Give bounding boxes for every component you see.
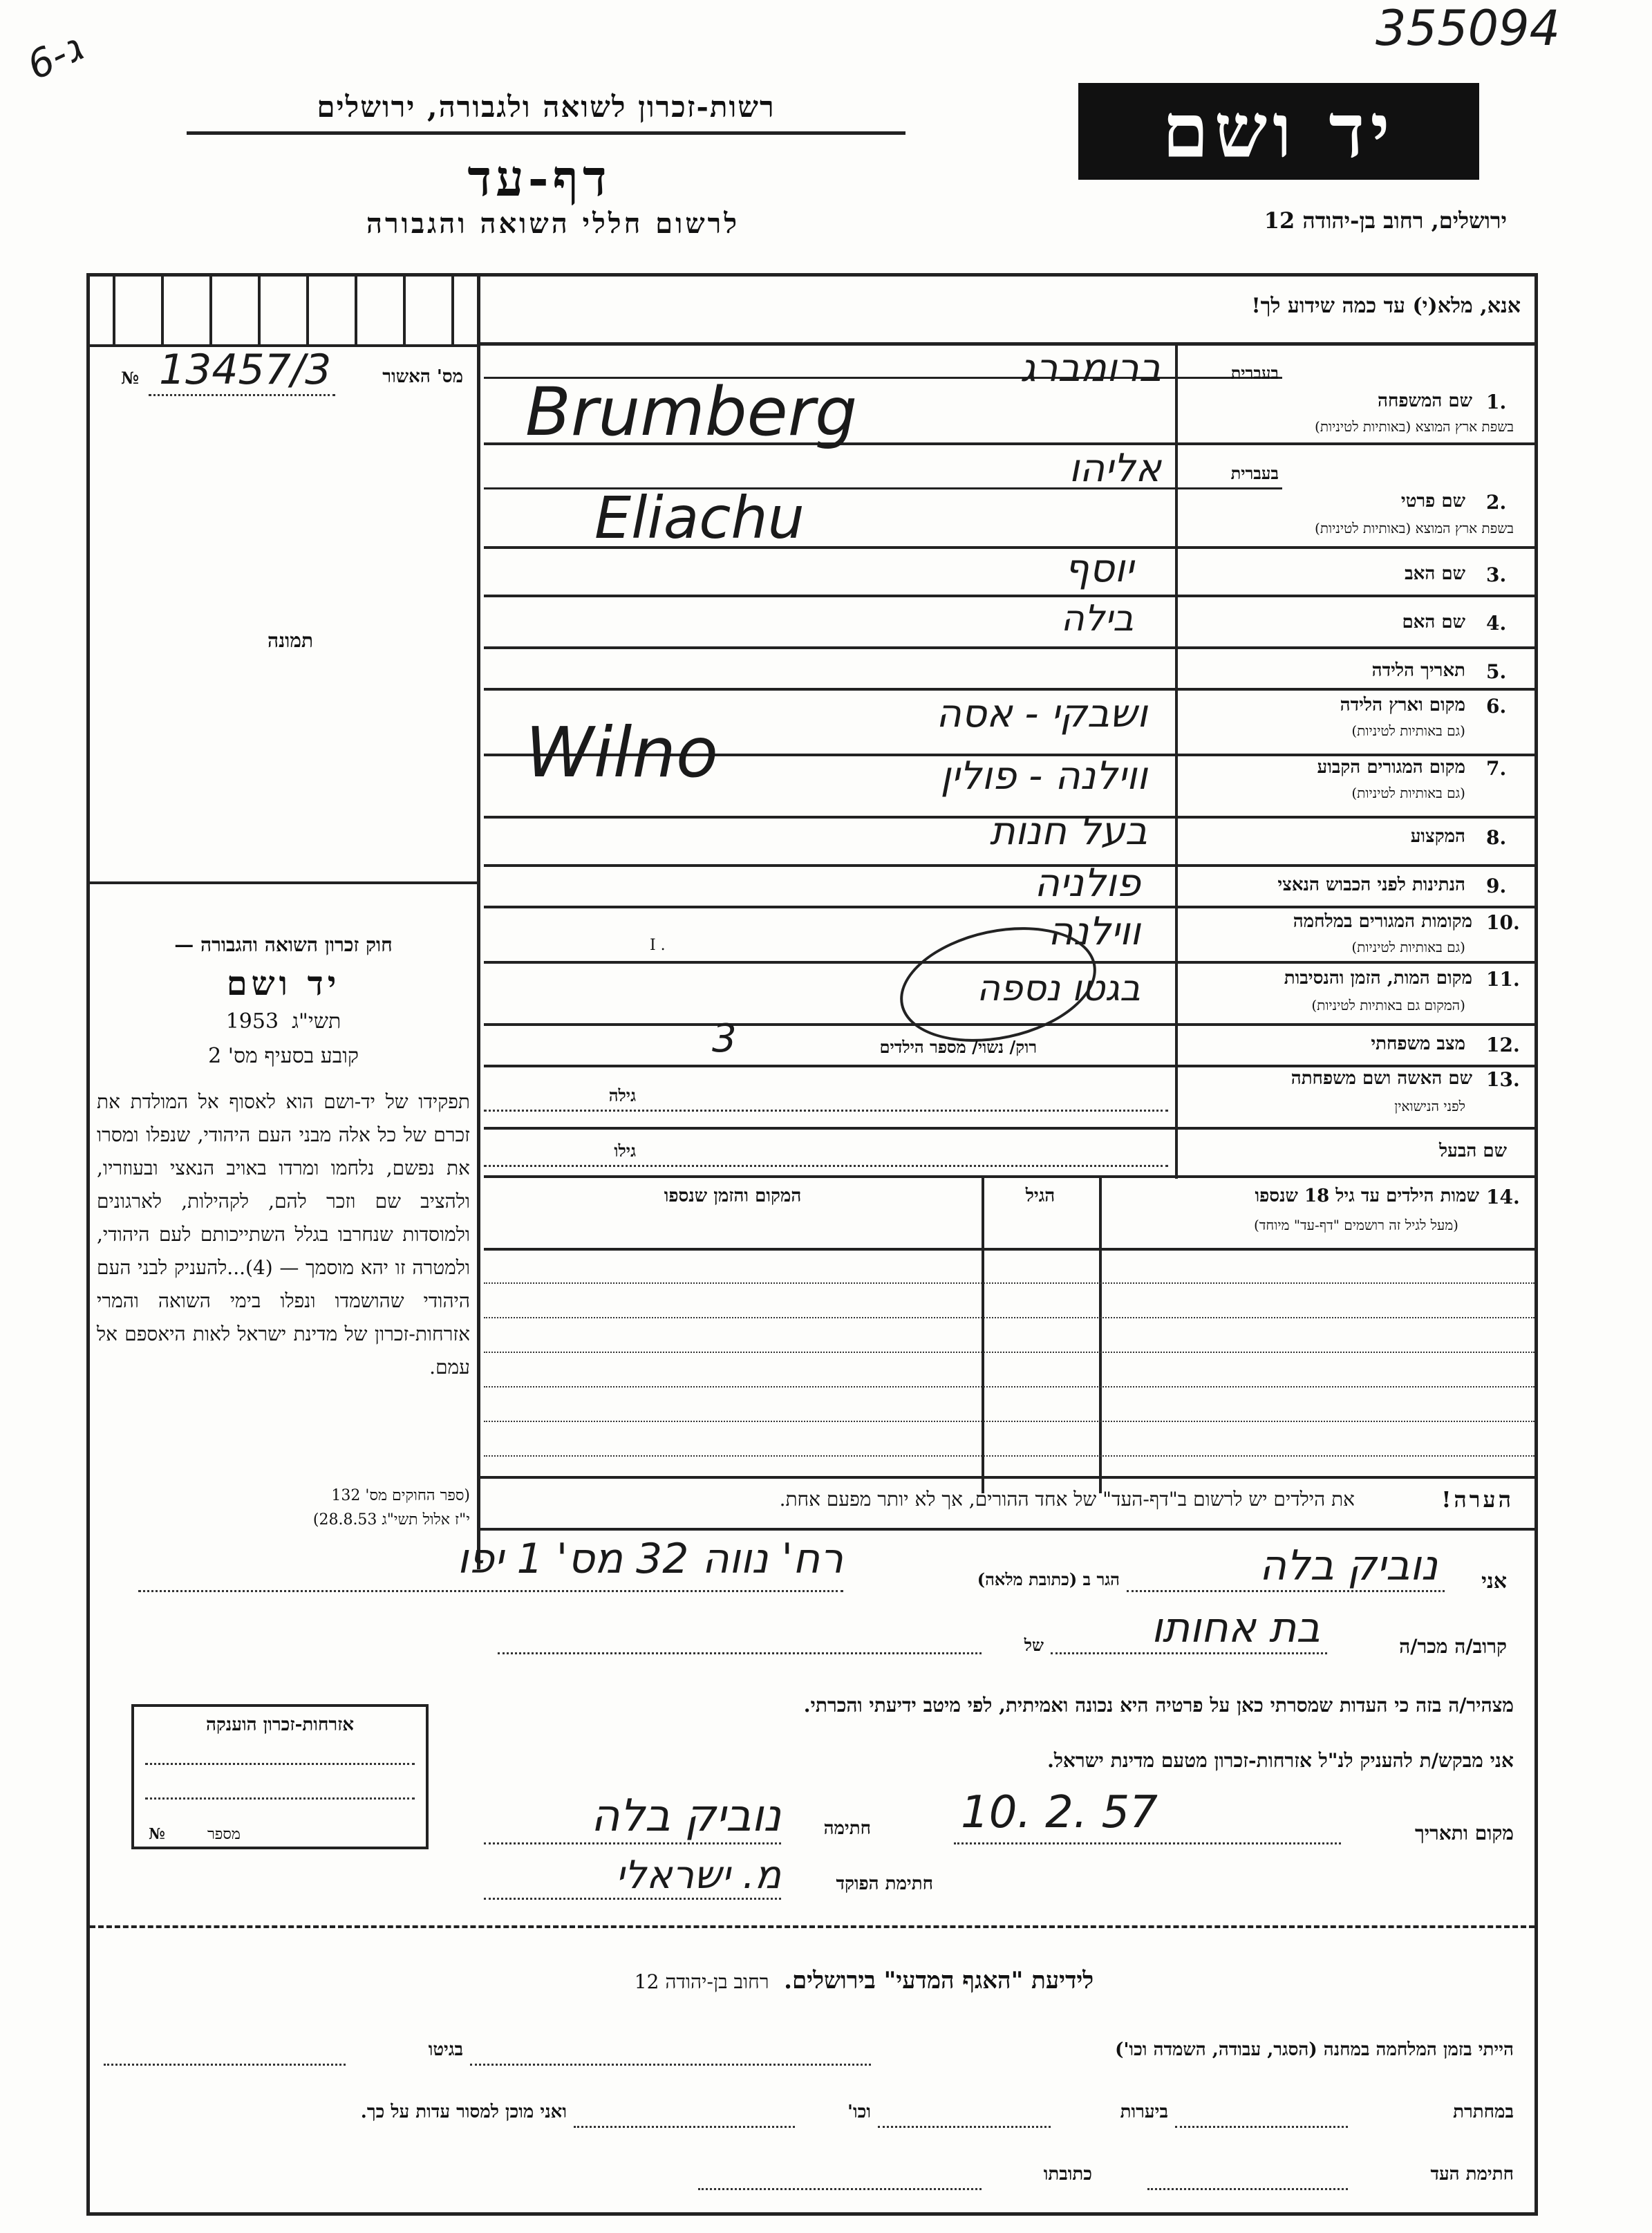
org-line: רשות-זכרון לשואה ולגבורה, ירושלים <box>317 90 776 124</box>
field-10-sub: (גם באותיות לטיניות) <box>1351 939 1465 955</box>
field-7-hebrew-value: ווילנה - פולין <box>940 754 1147 798</box>
field-5-label: תאריך הלידה <box>1371 660 1465 681</box>
form-title: דף-עד <box>467 149 611 207</box>
logo: יד ושם <box>1078 83 1479 180</box>
field-11-sub: (המקום גם באותיות לטיניות) <box>1311 997 1465 1013</box>
footer-line2-c: וכו' <box>847 2102 871 2122</box>
law-name: יד ושם <box>226 964 341 1003</box>
footer-line2-a: במחתרת <box>1453 2102 1514 2122</box>
officer-value: מ. ישראלי <box>615 1853 781 1898</box>
field-10-value: ווילנה <box>1048 909 1141 954</box>
field-5-number: 5. <box>1486 660 1507 683</box>
citizenship-number-label: מספר <box>207 1826 241 1843</box>
field-1-hebrew-label: בעברית <box>1230 363 1279 383</box>
law-text: תפקידו של יד-ושם הוא לאסוף אל המולדת את זכרם של כל אלה מבני העם היהודי, שנפלו ומסרו את נפשם, נלחמו ומרדו באויב הנאצי ובעוזריו, ולהציב שם וזכר להם, לקהילות, לארגונים ולמוסדות שנחרבו בגלל השתייכותם לעם היהודי, ולמטרה זו יהא מוסמך — (4)...להעניק לבני העם היהודי שהושמדו ונפלו בימי השואה והמרי אזרחות-זכרון של מדינת ישראל לאות היאספם אל עמם. <box>97 1090 470 1379</box>
field-1-number: 1. <box>1486 391 1507 413</box>
archive-number: 355094 <box>1376 0 1561 57</box>
field-6-label: מקום וארץ הלידה <box>1340 695 1465 716</box>
field-12-label: מצב משפחתי <box>1371 1034 1465 1054</box>
stray-mark: I . <box>650 937 666 954</box>
field-11-label: מקום המות, הזמן והנסיבות <box>1284 968 1472 989</box>
citizenship-no: № <box>149 1825 165 1843</box>
photo-label: תמונה <box>267 629 314 652</box>
field-13-number: 13. <box>1486 1068 1520 1091</box>
field-2-hebrew-label: בעברית <box>1230 463 1279 483</box>
field-7-value: Wilno <box>525 712 719 793</box>
footer-heading: לידיעת "האגף המדעי" בירושלים. רחוב בן-יהודה 12 <box>634 1967 1094 1994</box>
field-13-label: שם האשה ושם משפחתה <box>1290 1068 1472 1089</box>
field-2-label: שם פרטי <box>1400 491 1465 512</box>
children-count: 3 <box>712 1016 737 1061</box>
field-2-sub: בשפת ארץ המוצא (באותיות לטיניות) <box>1315 520 1514 536</box>
i-label: אני <box>1481 1569 1507 1594</box>
field-3-value: יוסף <box>1064 546 1134 591</box>
residing-label: הגר ב (כתובת מלאה) <box>977 1569 1120 1589</box>
witness-address: רח' נווה 32 מס' 1 יפו <box>457 1535 843 1583</box>
field-3-number: 3. <box>1486 563 1507 586</box>
law-ref-1: (ספר החוקים מס' 132 <box>331 1487 470 1504</box>
children-sub: (מעל לגיל זה רושמים "דף-עד" מיוחד) <box>1254 1217 1458 1233</box>
law-title: חוק זכרון השואה והגבורה — <box>174 933 393 956</box>
signature-value: נוביק בלה <box>590 1791 781 1842</box>
field-6-value: ושבקי - אסה <box>936 691 1147 736</box>
law-year: תשי"ג 1953 <box>225 1009 341 1034</box>
relation: בת אחותו <box>1151 1604 1320 1652</box>
officer-label: חתימת הפוקד <box>836 1874 933 1894</box>
field-10-number: 10. <box>1486 911 1520 934</box>
field-11-value: בגטו נספה <box>977 968 1141 1009</box>
law-ref-2: י"ז אלול תשי"ג 28.8.53) <box>312 1511 470 1529</box>
request-text: אני מבקש/ת להעניק לנ"ל אזרחות-זכרון מטעם מדינת ישראל. <box>1047 1749 1514 1772</box>
field-7-sub: (גם באותיות לטיניות) <box>1351 785 1465 801</box>
field-4-label: שם האם <box>1402 612 1465 633</box>
relative-label: קרוב/ה מכר/ה <box>1399 1635 1507 1658</box>
field-1-hebrew-value: ברומברג <box>1020 346 1161 391</box>
marital-status-options: רוק/ נשוי/ מספר הילדים <box>879 1037 1037 1057</box>
field-7-number: 7. <box>1486 757 1507 780</box>
field-10-label: מקומות המגורים במלחמה <box>1293 911 1472 932</box>
place-date-label: מקום ותאריך <box>1414 1822 1514 1844</box>
date-value: 10. 2. 57 <box>961 1787 1158 1838</box>
husband-label: שם הבעל <box>1438 1141 1507 1161</box>
field-12-number: 12. <box>1486 1034 1520 1056</box>
field-11-number: 11. <box>1486 968 1520 991</box>
footer-line1-b: בגיטו <box>428 2039 463 2060</box>
children-label: שמות הילדים עד גיל 18 שנספו <box>1255 1186 1479 1206</box>
barcode-strip <box>90 277 477 346</box>
husband-age-label: גילו <box>614 1141 636 1161</box>
footer-line2-b: ביערות <box>1120 2102 1168 2122</box>
witness-name: נוביק בלה <box>1259 1542 1438 1590</box>
field-2-value: Eliachu <box>594 484 805 552</box>
form-subtitle: לרשום חללי השואה והגבורה <box>366 207 740 240</box>
field-8-number: 8. <box>1486 826 1507 849</box>
children-place-col: המקום והזמן שנספו <box>664 1186 802 1206</box>
field-9-number: 9. <box>1486 875 1507 897</box>
note-text: את הילדים יש לרשום ב"דף-העד" של אחד ההורים, אך לא יותר מפעם אחת. <box>779 1488 1355 1511</box>
field-2-hebrew-value: אליהו <box>1069 446 1161 491</box>
field-7-label: מקום המגורים הקבוע <box>1317 757 1465 778</box>
footer-line3-a: חתימת העד <box>1430 2164 1514 2185</box>
field-4-number: 4. <box>1486 612 1507 635</box>
footer-line2-d: ואני מוכן למסור עדות על כך. <box>360 2102 567 2122</box>
field-8-label: המקצוע <box>1410 826 1465 847</box>
signature-label: חתימה <box>823 1818 871 1839</box>
field-1-label: שם המשפחה <box>1378 391 1472 411</box>
approval-no-label: № <box>121 368 140 388</box>
field-2-number: 2. <box>1486 491 1507 514</box>
field-9-label: הנתינות לפני הכבוש הנאצי <box>1277 875 1465 895</box>
corner-note: ג-6 <box>20 25 89 89</box>
field-6-number: 6. <box>1486 695 1507 718</box>
law-clause: קובע בסעיף מס' 2 <box>208 1044 359 1068</box>
footer-line3-b: כתובתו <box>1043 2164 1092 2185</box>
tear-line <box>90 1925 1534 1928</box>
field-8-value: בעל חנות <box>989 809 1147 854</box>
instruction: אנא, מלא(י) עד כמה שידוע לך! <box>1251 294 1521 318</box>
field-3-label: שם האב <box>1405 563 1465 584</box>
citizenship-title: אזרחות-זכרון הוענקה <box>205 1715 355 1735</box>
field-6-sub: (גם באותיות לטיניות) <box>1351 722 1465 739</box>
approval-number: 13457/3 <box>159 346 332 394</box>
footer-line1-a: הייתי בזמן המלחמה במחנה (הסגר, עבודה, השמדה וכו') <box>1115 2039 1514 2060</box>
approval-label: מס' האשור <box>382 366 463 387</box>
field-9-value: פולניה <box>1034 861 1141 906</box>
children-age-col: הגיל <box>1025 1186 1055 1206</box>
field-1-sub: בשפת ארץ המוצא (באותיות לטיניות) <box>1315 418 1514 435</box>
children-number: 14. <box>1486 1186 1520 1208</box>
field-1-value: Brumberg <box>525 373 858 451</box>
field-13-sub: לפני הנישואין <box>1394 1098 1465 1114</box>
address: ירושלים, רחוב בן-יהודה 12 <box>1264 207 1507 234</box>
wife-age-label: גילה <box>608 1085 636 1105</box>
field-4-value: בילה <box>1060 598 1134 639</box>
note-label: הערה! <box>1441 1486 1514 1513</box>
of-label: של <box>1024 1635 1044 1655</box>
affirm-text: מצהיר/ה בזה כי העדות שמסרתי כאן על פרטיה היא נכונה ואמיתית, לפי מיטב ידיעתי והכרתי. <box>803 1694 1514 1717</box>
